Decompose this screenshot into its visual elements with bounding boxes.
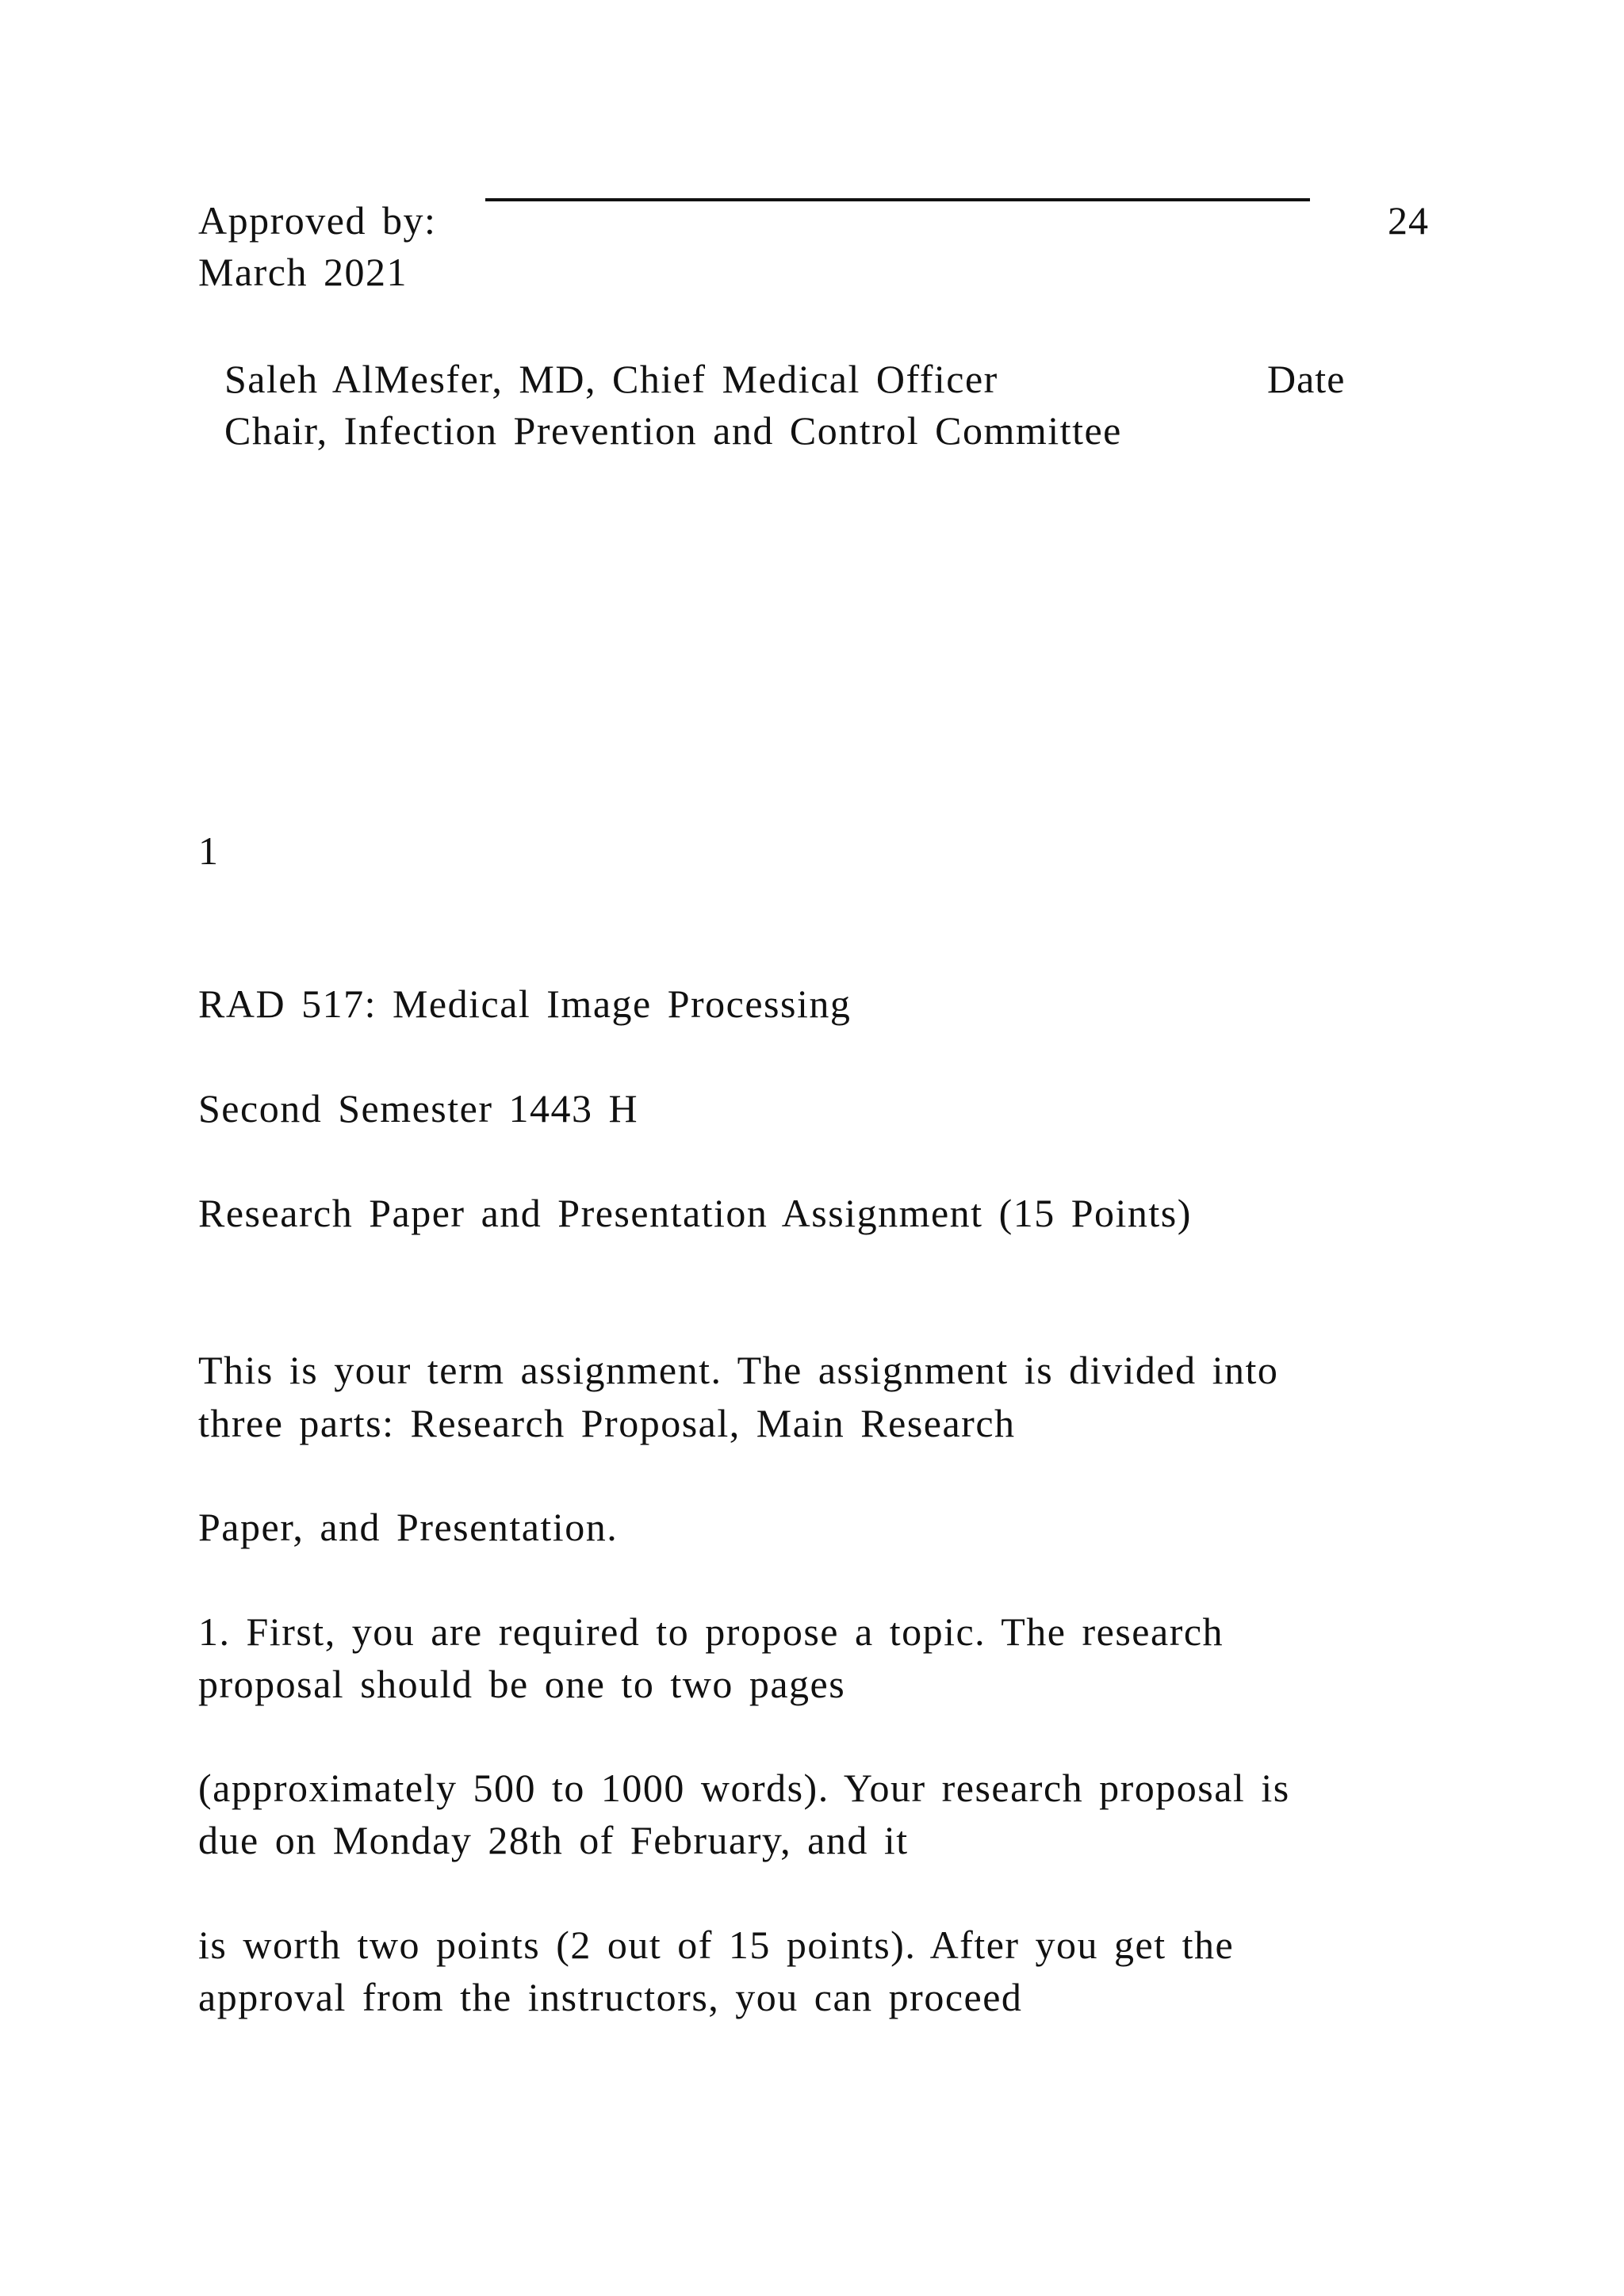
body-line: 1. First, you are required to propose a topic. The research	[198, 1609, 1224, 1654]
body-line: Paper, and Presentation.	[198, 1505, 619, 1549]
page-number: 1	[198, 828, 220, 873]
body-line: is worth two points (2 out of 15 points). After you get the	[198, 1923, 1235, 1967]
course-title: RAD 517: Medical Image Processing	[198, 982, 852, 1026]
body-line: (approximately 500 to 1000 words). Your research proposal is	[198, 1766, 1290, 1810]
approved-by-label: Approved by:	[198, 198, 437, 243]
signatory-date-label: Date	[1267, 357, 1346, 401]
body-line: three parts: Research Proposal, Main Research	[198, 1401, 1016, 1445]
signatory-title: Chair, Infection Prevention and Control Committee	[224, 408, 1122, 453]
course-semester: Second Semester 1443 H	[198, 1086, 639, 1131]
body-line: approval from the instructors, you can proceed	[198, 1975, 1023, 2019]
body-line: This is your term assignment. The assignment is divided into	[198, 1348, 1279, 1392]
body-line: due on Monday 28th of February, and it	[198, 1818, 909, 1862]
approval-date-rest: March 2021	[198, 250, 408, 294]
assignment-title: Research Paper and Presentation Assignment (15 Points)	[198, 1191, 1192, 1235]
signature-line	[485, 198, 1310, 201]
body-line: proposal should be one to two pages	[198, 1662, 846, 1706]
signatory-name: Saleh AlMesfer, MD, Chief Medical Officer	[224, 357, 998, 401]
approval-date-day: 24	[1388, 198, 1429, 243]
